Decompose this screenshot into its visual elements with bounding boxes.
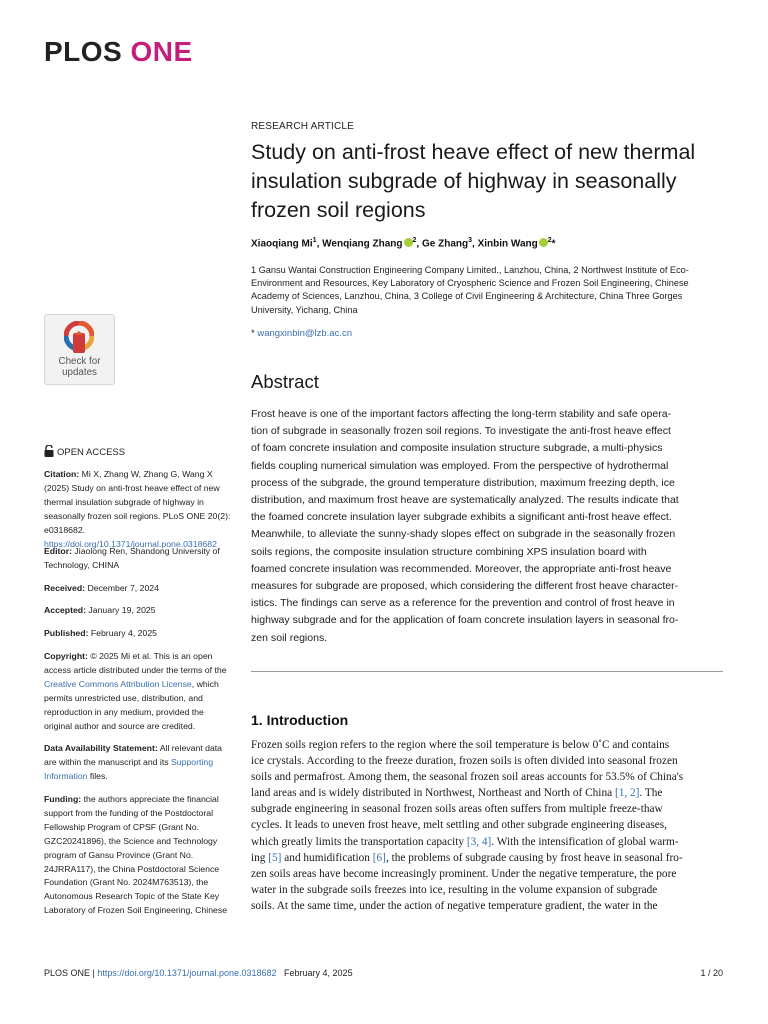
abstract-line: istics. The findings can serve as a reference for the prevention and control of frost heave in <box>251 597 675 610</box>
abstract-body <box>251 406 723 647</box>
footer-date: February 4, 2025 <box>284 968 353 978</box>
author-affil-sup: 2 <box>412 237 417 244</box>
editor-block: Editor: Jiaolong Ren, Shandong University of Technology, CHINA <box>44 546 220 570</box>
author-list: Xiaoqiang Mi$^1$, Wenqiang Zhang $^2$, Ge Zhang$^3$, Xinbin Wang $^2$* <box>251 237 556 250</box>
funding-block: Funding: the authors appreciate the financial support from the funding of the Postdoctoral Fellowship Program of CPSF (Grant No. GZC20241896), the Science and Technology program of Gansu Province (Grant No. 24JRRA117), the China Postdoctoral Science Foundation (Grant No. 2024M763513), the Autonomous Research Topic of the State Key Laboratory of Frozen Soil Engineering, Chinese <box>44 794 228 916</box>
citation-ref-link[interactable]: [5] <box>268 851 282 864</box>
corresponding-author: * wangxinbin@lzb.ac.cn <box>251 328 353 339</box>
intro-body <box>251 737 723 914</box>
abstract-line: soils regions, the composite insulation structure combining XPS insulation board with <box>251 545 647 558</box>
published-block: Published: February 4, 2025 <box>44 628 157 638</box>
check-updates-line1: Check for <box>58 356 101 367</box>
intro-line: subgrade engineering in seasonal frozen soils areas often suffers from multiple freeze-thaw <box>251 803 663 816</box>
citation-ref-link[interactable]: [1, 2] <box>614 787 640 800</box>
check-updates-line2: updates <box>62 366 97 378</box>
abstract-line: Meanwhile, to alleviate the sunny-shady slopes effect on subgrade in the seasonally frozen <box>251 528 676 541</box>
open-lock-icon <box>44 445 54 457</box>
data-availability-block: Data Availability Statement: All relevant data are within the manuscript and its Supporting Information files. <box>44 743 223 781</box>
author-name: Xiaoqiang Mi <box>251 238 313 250</box>
accepted-block: Accepted: January 19, 2025 <box>44 605 156 615</box>
intro-line: zen soils areas have become increasingly prominent. Under the negative temperature, the pore <box>251 867 677 880</box>
abstract-line: Frost heave is one of the important factors affecting the long-term stability and safe opera- <box>251 408 672 420</box>
citation-block: Citation: Mi X, Zhang W, Zhang G, Wang X (2025) Study on anti-frost heave effect of new thermal insulation subgrade of highway in seasonally frozen soil regions. PLoS ONE 20(2): e0318682. https://doi.org/10.1371/journal.pone.0318682 <box>44 469 231 549</box>
open-access-label: OPEN ACCESS <box>57 447 126 458</box>
article-type: RESEARCH ARTICLE <box>251 121 355 132</box>
page-number: 1 / 20 <box>700 968 723 978</box>
intro-line: ing [5] and humidification [6], the problems of subgrade causing by frost heave in seasonal fro- <box>251 851 683 864</box>
author-affil-sup: 2 <box>547 237 552 244</box>
journal-logo: PLOS ONE <box>44 36 193 67</box>
citation-ref-link[interactable]: [6] <box>372 851 386 864</box>
intro-line: soils and permafrost. Among them, the seasonal frozen soil areas accounts for 53.5% of China's <box>251 771 684 784</box>
check-for-updates-badge[interactable] <box>44 314 115 385</box>
affiliations: 1 Gansu Wantai Construction Engineering Company Limited., Lanzhou, China, 2 Northwest Institute of Eco-Environment and Resources, Key Laboratory of Cryospheric Science and Frozen Soil Engineering, Chinese Academy of Sciences, Lanzhou, China, 3 College of Civil Engineering & Architecture, China Three Gorges University, Yichang, China <box>251 265 689 315</box>
intro-line: water in the subgrade soils freezes into ice, resulting in the volume expansion of subgrade <box>251 883 658 896</box>
orcid-icon[interactable] <box>539 238 548 247</box>
intro-line: land areas and is widely distributed in Northwest, Northeast and North of China [1, 2]. The <box>251 787 663 800</box>
abstract-line: zen soil regions. <box>251 631 328 644</box>
received-block: Received: December 7, 2024 <box>44 583 159 593</box>
abstract-line: distribution, and maximum frost heave are systematically analyzed. The results indicate that <box>251 494 679 507</box>
intro-line: soils. At the same time, under the action of negative temperature gradient, the water in the <box>251 899 658 912</box>
intro-line: Frozen soils region refers to the region where the soil temperature is below 0˚C and contains <box>251 739 670 751</box>
abstract-line: tion of subgrade in seasonally frozen soil regions. To investigate the anti-frost heave effect <box>251 425 671 438</box>
abstract-line: the foamed concrete insulation layer subgrade exhibits a significant anti-frost heave effect. <box>251 511 672 524</box>
citation-ref-link[interactable]: [3, 4] <box>466 835 492 848</box>
copyright-block: Copyright: © 2025 Mi et al. This is an open access article distributed under the terms of the Creative Commons Attribution License, which permits unrestricted use, distribution, and reproduction in any medium, provided the original author and source are credited. <box>44 651 227 731</box>
corresponding-email-link[interactable]: wangxinbin@lzb.ac.cn <box>257 328 353 339</box>
abstract-line: measures for subgrade are proposed, which considering the different frost heave character- <box>251 580 679 593</box>
supporting-info-link[interactable]: Supporting Information <box>44 756 214 781</box>
abstract-line: of foam concrete insulation and composite insulation structure subgrade, a multi-physics <box>251 442 663 455</box>
intro-line: ice crystals. According to the freeze duration, frozen soils is often divided into seasonal frozen <box>251 755 678 768</box>
author-name: Ge Zhang <box>421 238 469 250</box>
orcid-icon[interactable] <box>404 238 413 247</box>
author-affil-sup: 3 <box>468 237 473 244</box>
author-affil-sup: 1 <box>312 237 317 244</box>
abstract-line: highway subgrade and for the application of foam concrete insulation layers in seasonal fro- <box>251 614 679 627</box>
abstract-line: foamed concrete insulation was recommended. Moreover, the appropriate anti-frost heave <box>251 562 672 575</box>
citation-doi-link[interactable]: https://doi.org/10.1371/journal.pone.0318682 <box>44 538 217 549</box>
abstract-heading: Abstract <box>251 371 319 392</box>
article-title: Study on anti-frost heave effect of new thermal insulation subgrade of highway in seasonally frozen soil regions <box>251 140 696 222</box>
intro-line: which greatly limits the transportation capacity [3, 4]. With the intensification of global warm- <box>251 835 679 848</box>
open-access-badge <box>44 445 234 460</box>
check-updates-icon <box>64 321 94 355</box>
intro-heading: 1. Introduction <box>251 712 349 728</box>
author-name: Wenqiang Zhang <box>322 238 403 250</box>
section-divider <box>251 671 723 672</box>
footer-doi-link[interactable]: https://doi.org/10.1371/journal.pone.0318682 <box>97 968 277 978</box>
intro-line: cycles. It leads to uneven frost heave, melt settling and other subgrade engineering diseases, <box>251 819 667 832</box>
license-link[interactable]: Creative Commons Attribution License <box>44 678 192 689</box>
abstract-line: process of the subgrade, the ground temperature distribution, maximum freezing depth, ice <box>251 476 675 489</box>
author-name: Xinbin Wang <box>477 238 538 250</box>
page-footer: PLOS ONE | https://doi.org/10.1371/journal.pone.0318682 February 4, 2025 1 / 20 <box>44 968 723 978</box>
abstract-line: fields coupling numerical simulation was employed. From the perspective of hydrothermal <box>251 459 669 472</box>
footer-journal: PLOS ONE <box>44 968 91 978</box>
